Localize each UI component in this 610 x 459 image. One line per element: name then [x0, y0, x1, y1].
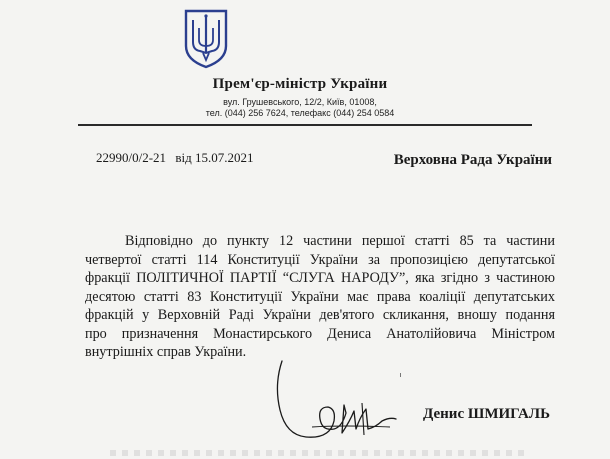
- recipient: Верховна Рада України: [393, 152, 552, 168]
- bleed-through: [110, 450, 530, 456]
- body-line: фракцій у Верховній Раді України дев'ятого скликання, вношу подання: [85, 307, 555, 323]
- mark: [400, 373, 401, 377]
- body-line: четвертої статті 114 Конституції України за пропозицією депутатської: [85, 251, 555, 268]
- letterhead-phone: тел. (044) 256 7624, телефакс (044) 254 0584: [205, 108, 395, 118]
- body-line: Відповідно до пункту 12 частини першої статті 85 та частини: [125, 233, 555, 249]
- trident-icon: [183, 8, 229, 70]
- signature-image: [272, 355, 402, 443]
- reference-date-prefix: від: [175, 150, 192, 165]
- body-line: внутрішніх справ України.: [85, 344, 247, 360]
- body-line: десятою статті 83 Конституції України має права коаліції депутатських: [85, 288, 555, 305]
- letterhead-title: Прем'єр-міністр України: [212, 76, 388, 92]
- header-divider: [78, 124, 532, 126]
- reference-date: 15.07.2021: [194, 150, 254, 165]
- body-line: фракції ПОЛІТИЧНОЇ ПАРТІЇ “СЛУГА НАРОДУ”, яка згідно з частиною: [85, 270, 555, 286]
- reference-number: 22990/0/2-21: [96, 150, 167, 165]
- signer-name: Денис ШМИГАЛЬ: [423, 406, 550, 422]
- reference-line: [96, 150, 253, 166]
- letter-body: [85, 232, 555, 362]
- letterhead-address: вул. Грушевського, 12/2, Київ, 01008,: [223, 97, 377, 107]
- body-line: про призначення Монастирського Дениса Анатолійовича Міністром: [85, 325, 555, 342]
